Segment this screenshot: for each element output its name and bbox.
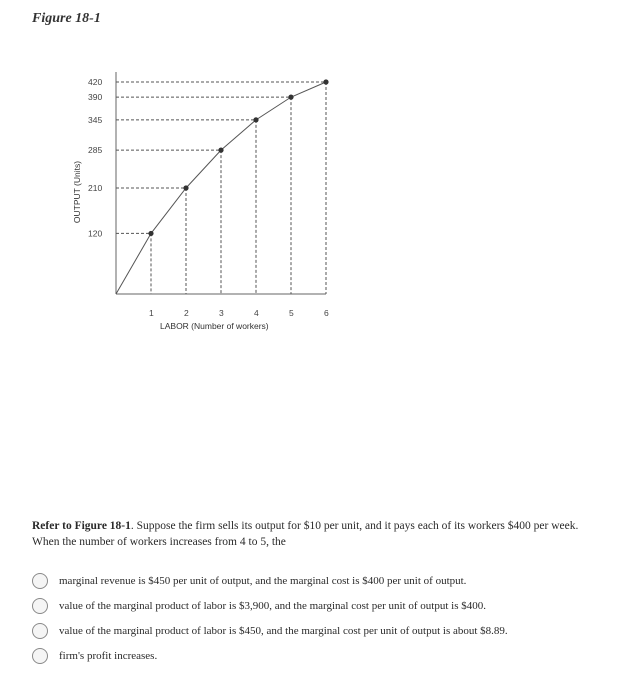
data-point: [148, 231, 153, 236]
data-point: [323, 79, 328, 84]
x-tick-label: 4: [254, 308, 259, 318]
answer-option-label: value of the marginal product of labor is $450, and the marginal cost per unit of output is about $8.89.: [59, 624, 508, 637]
answer-option-1[interactable]: [32, 568, 632, 593]
y-tick-label: 210: [88, 183, 103, 193]
data-point: [218, 148, 223, 153]
x-axis-label: LABOR (Number of workers): [160, 321, 269, 331]
answer-options: [32, 568, 632, 668]
answer-option-4[interactable]: [32, 643, 632, 668]
radio-button[interactable]: [32, 623, 48, 639]
x-tick-label: 1: [149, 308, 154, 318]
question-line-2: When the number of workers increases from 4 to 5, the: [32, 536, 286, 548]
question-line-1: . Suppose the firm sells its output for $10 per unit, and it pays each of its workers $400 per week.: [130, 520, 579, 532]
data-point: [183, 185, 188, 190]
answer-option-label: value of the marginal product of labor is $3,900, and the marginal cost per unit of output is $400.: [59, 599, 486, 612]
figure-title: Figure 18-1: [32, 11, 101, 26]
x-tick-label: 3: [219, 308, 224, 318]
answer-option-2[interactable]: [32, 593, 632, 618]
question-text: [32, 518, 632, 550]
data-point: [253, 117, 258, 122]
radio-button[interactable]: [32, 598, 48, 614]
x-tick-label: 2: [184, 308, 189, 318]
y-tick-label: 285: [88, 145, 103, 156]
data-point: [288, 95, 293, 100]
radio-button[interactable]: [32, 648, 48, 664]
x-tick-label: 6: [324, 308, 329, 318]
y-tick-label: 420: [88, 77, 103, 87]
question-figure-ref: Refer to Figure 18-1: [32, 520, 131, 532]
y-tick-label: 120: [88, 228, 103, 239]
answer-option-label: firm's profit increases.: [59, 649, 158, 662]
radio-button[interactable]: [32, 573, 48, 589]
answer-option-label: marginal revenue is $450 per unit of output, and the marginal cost is $400 per unit of output.: [59, 574, 467, 587]
x-tick-label: 5: [289, 308, 294, 318]
y-axis-label: OUTPUT (Units): [72, 160, 82, 224]
answer-option-3[interactable]: [32, 618, 632, 643]
y-tick-label: 390: [88, 92, 103, 103]
y-tick-label: 345: [88, 114, 103, 125]
